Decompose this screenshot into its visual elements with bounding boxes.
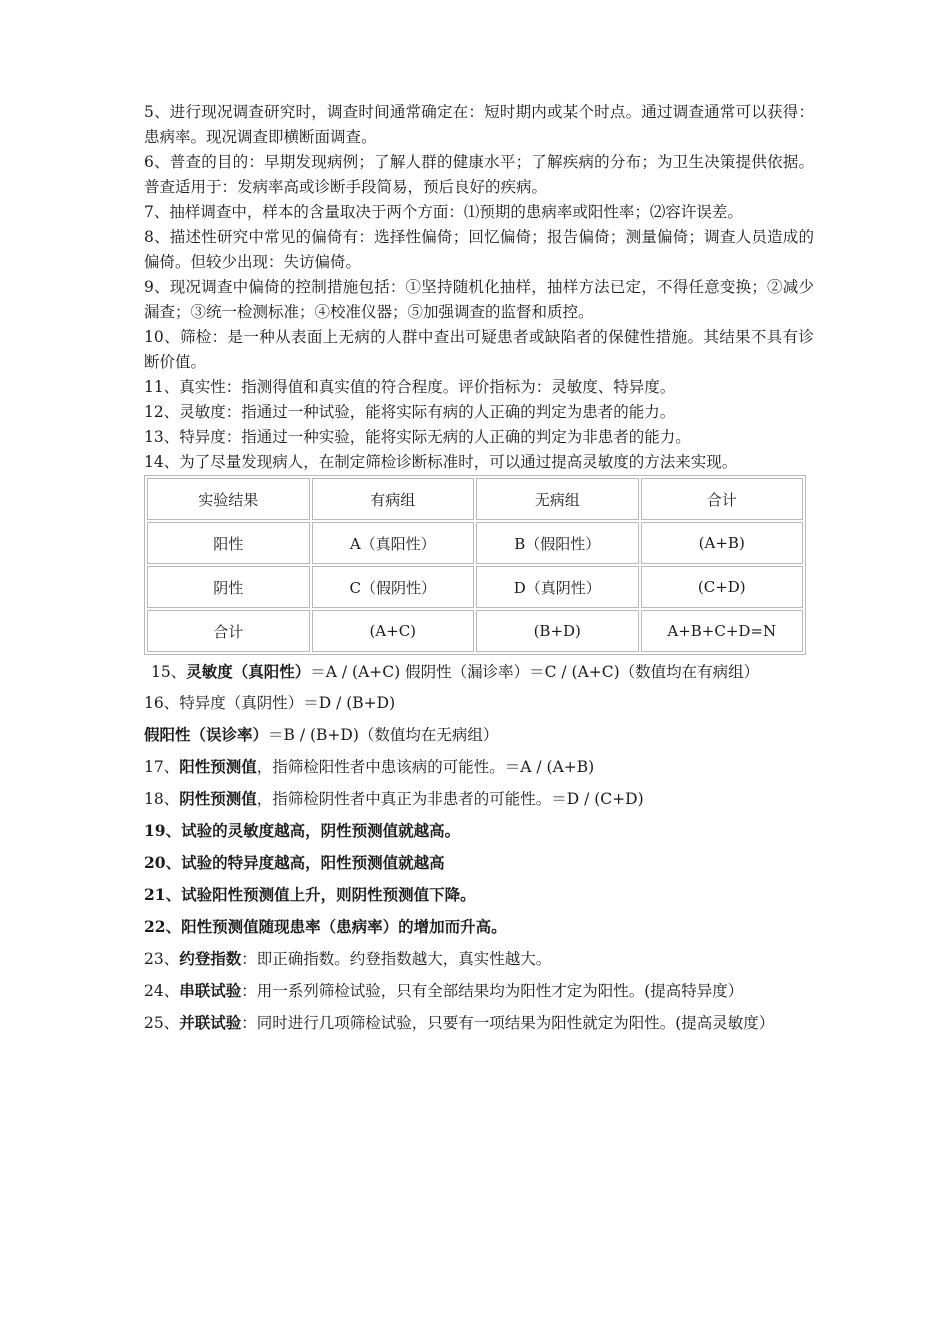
paragraph-7: 7、抽样调查中，样本的含量取决于两个方面：⑴预期的患病率或阳性率；⑵容许误差。 [144,203,743,221]
line-25 [144,1007,814,1039]
line-21 [144,879,814,911]
table-cell: 阳性 [147,522,310,564]
line-24-rest: ：用一系列筛检试验，只有全部结果均为阳性才定为阳性。(提高特异度） [241,982,744,1000]
line-22 [144,911,814,943]
line-18-rest: ，指筛检阴性者中真正为非患者的可能性。＝D / (C+D) [256,790,644,808]
line-24-num: 24、 [144,982,180,1000]
table-header-cell: 无病组 [476,478,639,520]
paragraph-5: 5、进行现况调查研究时，调查时间通常确定在：短时期内或某个时点。通过调查通常可以获得：患病率。现况调查即横断面调查。 [144,103,814,146]
paragraph-11: 11、真实性：指测得值和真实值的符合程度。评价指标为：灵敏度、特异度。 [144,378,676,396]
line-22-bold: 22、阳性预测值随现患率（患病率）的增加而升高。 [144,917,507,936]
line-16b-bold: 假阳性（误诊率） [144,725,269,744]
table-row [147,522,803,564]
line-23-bold: 约登指数 [179,949,242,968]
line-15-num: 15、 [151,663,187,681]
line-19-bold: 19、试验的灵敏度越高，阴性预测值就越高。 [144,821,461,840]
paragraph-6: 6、普查的目的：早期发现病例；了解人群的健康水平；了解疾病的分布；为卫生决策提供依据。普查适用于：发病率高或诊断手段简易，预后良好的疾病。 [144,153,814,196]
table-cell: (B+D) [476,610,639,652]
table-cell: B（假阳性） [476,522,639,564]
table-row [147,566,803,608]
line-17-rest: ，指筛检阳性者中患该病的可能性。＝A / (A+B) [256,758,595,776]
table-cell: (A+C) [312,610,475,652]
line-16b [144,719,814,751]
line-23 [144,943,814,975]
line-24-bold: 串联试验 [179,981,242,1000]
document-page [144,100,814,1039]
table-cell: 合计 [147,610,310,652]
paragraph-9: 9、现况调查中偏倚的控制措施包括：①坚持随机化抽样，抽样方法已定，不得任意变换；②减少漏查；③统一检测标准；④校准仪器；⑤加强调查的监督和质控。 [144,278,814,321]
line-15-rest: ＝A / (A+C) 假阴性（漏诊率）＝C / (A+C)（数值均在有病组） [310,663,760,681]
table-cell: (A+B) [641,522,804,564]
line-24 [144,975,814,1007]
paragraph-10: 10、筛检：是一种从表面上无病的人群中查出可疑患者或缺陷者的保健性措施。其结果不具有诊断价值。 [144,328,814,371]
screening-table [144,475,806,655]
line-15-bold: 灵敏度（真阳性） [186,662,311,681]
line-18 [144,783,814,815]
paragraph-14: 14、为了尽量发现病人，在制定筛检诊断标准时，可以通过提高灵敏度的方法来实现。 [144,453,738,471]
line-17-num: 17、 [144,758,180,776]
line-18-bold: 阴性预测值 [179,789,257,808]
table-cell: A+B+C+D=N [641,610,804,652]
line-23-rest: ：即正确指数。约登指数越大，真实性越大。 [241,950,552,968]
line-25-rest: ：同时进行几项筛检试验，只要有一项结果为阳性就定为阳性。(提高灵敏度） [241,1014,775,1032]
table-row [147,610,803,652]
line-16: 16、特异度（真阴性）＝D / (B+D) [144,694,396,712]
line-16b-rest: ＝B / (B+D)（数值均在无病组） [268,726,499,744]
line-25-bold: 并联试验 [179,1013,242,1032]
table-cell: 阴性 [147,566,310,608]
line-17 [144,751,814,783]
line-23-num: 23、 [144,950,180,968]
table-header-cell: 有病组 [312,478,475,520]
paragraph-13: 13、特异度：指通过一种实验，能将实际无病的人正确的判定为非患者的能力。 [144,428,691,446]
table-cell: (C+D) [641,566,804,608]
line-20 [144,847,814,879]
table-cell: C（假阴性） [312,566,475,608]
line-20-bold: 20、试验的特异度越高，阳性预测值就越高 [144,853,445,872]
table-header-cell: 合计 [641,478,804,520]
line-17-bold: 阳性预测值 [179,757,257,776]
line-18-num: 18、 [144,790,180,808]
line-19 [144,815,814,847]
paragraph-8: 8、描述性研究中常见的偏倚有：选择性偏倚；回忆偏倚；报告偏倚；测量偏倚；调查人员造成的偏倚。但较少出现：失访偏倚。 [144,228,814,271]
line-21-bold: 21、试验阳性预测值上升，则阴性预测值下降。 [144,885,476,904]
table-cell: D（真阴性） [476,566,639,608]
table-header-row [147,478,803,520]
table-cell: A（真阳性） [312,522,475,564]
paragraph-12: 12、灵敏度：指通过一种试验，能将实际有病的人正确的判定为患者的能力。 [144,403,676,421]
table-header-cell: 实验结果 [147,478,310,520]
line-25-num: 25、 [144,1014,180,1032]
line-15 [144,656,814,688]
